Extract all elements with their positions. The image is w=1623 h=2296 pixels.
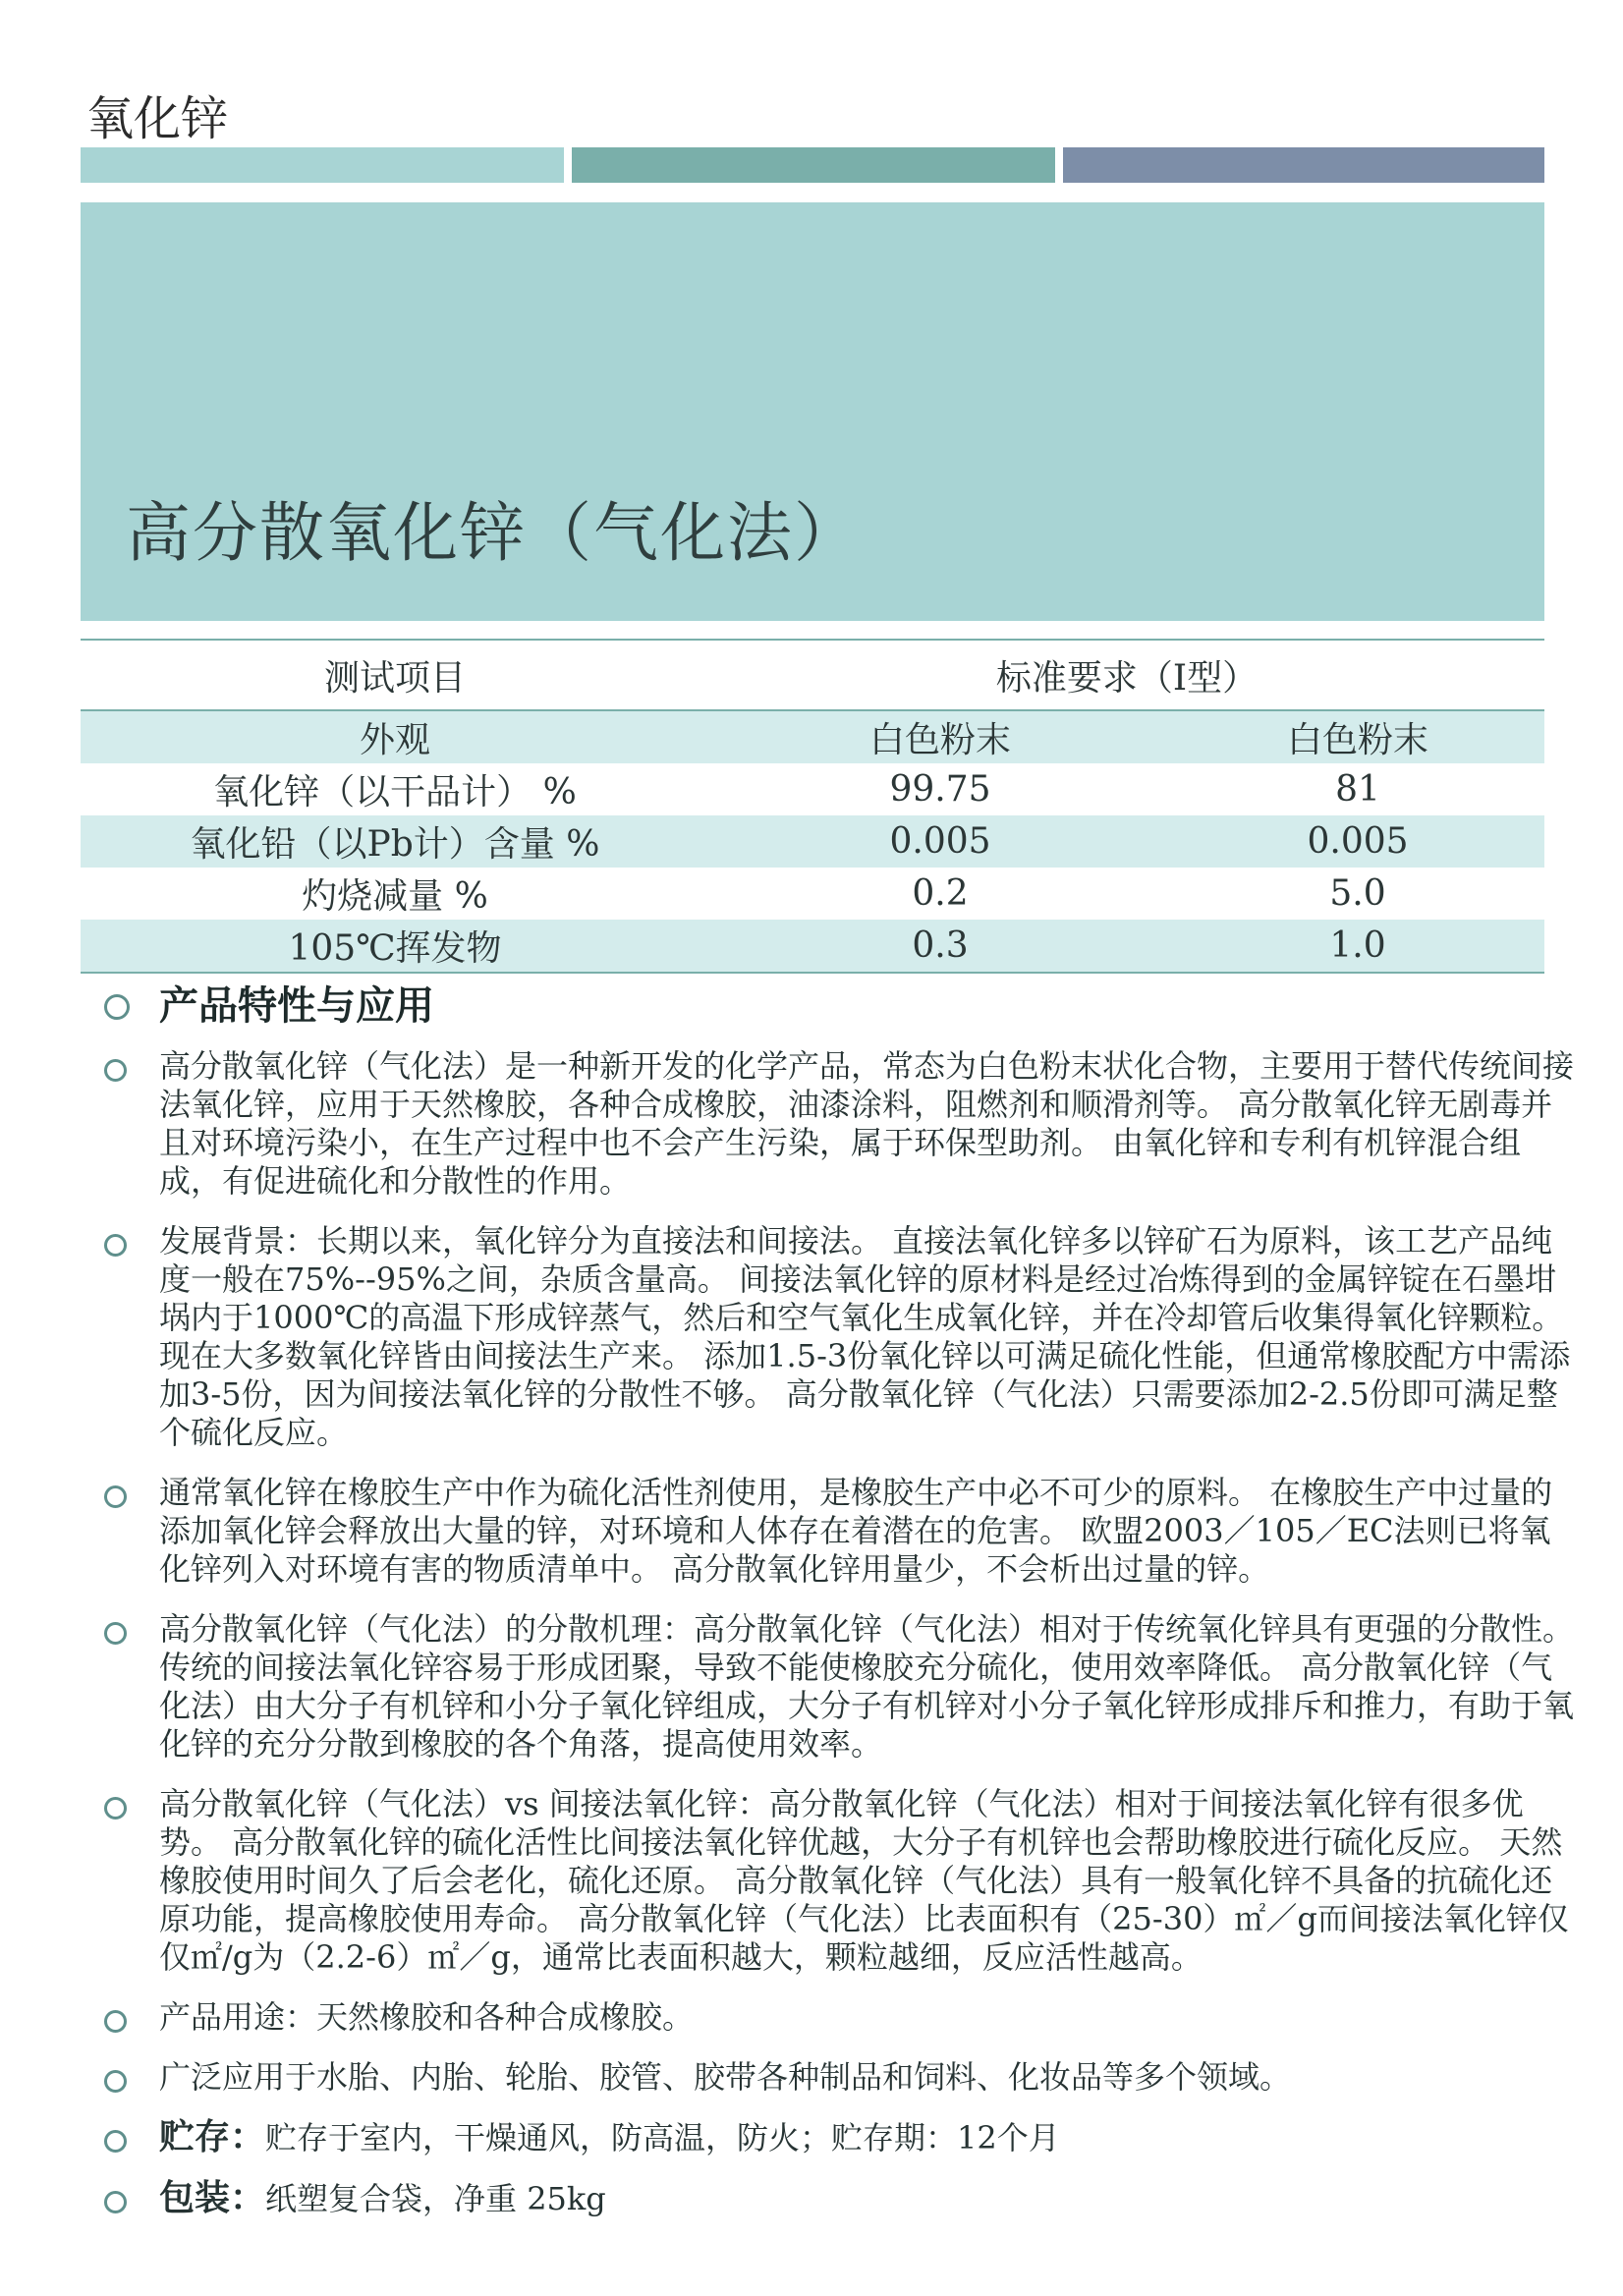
table-cell: 氧化锌（以干品计） % [213,772,577,812]
table-row [81,711,1544,763]
table-cell: 81 [1335,769,1380,810]
storage-item [104,2118,1578,2157]
list-item [104,1785,1578,1977]
page-title: 氧化锌 [86,91,229,146]
paragraph-text: 通常氧化锌在橡胶生产中作为硫化活性剂使用，是橡胶生产中必不可少的原料。 在橡胶生产中过量的添加氧化锌会释放出大量的锌，对环境和人体存在着潜在的危害。 欧盟2003／105／EC法则已将氧化锌列入对环境有害的物质清单中。 高分散氧化锌用量少，不会析出过量的锌。 [159,1474,1553,1588]
table-row [81,815,1544,868]
packaging-label: 包装： [159,2177,266,2218]
circle-bullet-icon [104,2130,127,2153]
paragraph-text: 广泛应用于水胎、内胎、轮胎、胶管、胶带各种制品和饲料、化妆品等多个领域。 [159,2058,1292,2096]
circle-bullet-icon [104,2070,127,2093]
hero-banner [81,202,1544,621]
circle-bullet-icon [104,1485,127,1508]
table-cell: 灼烧减量 % [302,876,488,917]
spec-table [81,639,1544,974]
table-cell: 白色粉末 [1286,720,1428,760]
table-row [81,868,1544,920]
table-header-cell: 测试项目 [323,657,466,699]
table-cell: 5.0 [1329,873,1386,914]
header-bar-2 [572,147,1055,183]
table-row [81,763,1544,815]
hero-title: 高分散氧化锌（气化法） [126,495,861,571]
list-item [104,1998,1578,2037]
content-list [104,977,1578,2240]
list-item [104,1474,1578,1589]
paragraph-text: 发展背景：长期以来，氧化锌分为直接法和间接法。 直接法氧化锌多以锌矿石为原料，该工艺产品纯度一般在75%--95%之间，杂质含量高。 间接法氧化锌的原材料是经过冶炼得到的金属锌锭在石墨坩埚内于1000℃的高温下形成锌蒸气，然后和空气氧化生成氧化锌，并在冷却管后收集得氧化锌颗粒。 现在大多数氧化锌皆由间接法生产来。 添加1.5-3份氧化锌以可满足硫化性能，但通常橡胶配方中需添加3-5份，因为间接法氧化锌的分散性不够。 高分散氧化锌（气化法）只需要添加2-2.5份即可满足整个硫化反应。 [159,1222,1571,1451]
table-header-cell: 标准要求（I型） [995,657,1259,699]
circle-bullet-icon [104,2191,127,2213]
table-cell: 外观 [359,720,430,760]
table-cell: 氧化铅（以Pb计）含量 % [190,824,600,865]
circle-bullet-icon [104,1234,127,1257]
storage-text: 贮存于室内，干燥通风，防高温，防火；贮存期：12个月 [265,2119,1060,2156]
table-cell: 白色粉末 [868,720,1011,760]
packaging-text: 纸塑复合袋，净重 25kg [265,2180,606,2217]
storage-label: 贮存： [159,2116,266,2157]
circle-bullet-icon [104,994,130,1020]
table-cell: 0.2 [912,873,969,914]
list-item [104,2058,1578,2097]
paragraph-text: 高分散氧化锌（气化法）的分散机理：高分散氧化锌（气化法）相对于传统氧化锌具有更强的分散性。 传统的间接法氧化锌容易于形成团聚，导致不能使橡胶充分硫化，使用效率降低。 高分散氧化锌（气化法）由大分子有机锌和小分子氧化锌组成，大分子有机锌对小分子氧化锌形成排斥和推力，有助于氧化锌的充分分散到橡胶的各个角落，提高使用效率。 [159,1610,1575,1763]
paragraph-text: 高分散氧化锌（气化法）vs 间接法氧化锌：高分散氧化锌（气化法）相对于间接法氧化锌有很多优势。 高分散氧化锌的硫化活性比间接法氧化锌优越，大分子有机锌也会帮助橡胶进行硫化反应。 天然橡胶使用时间久了后会老化，硫化还原。 高分散氧化锌（气化法）具有一般氧化锌不具备的抗硫化还原功能，提高橡胶使用寿命。 高分散氧化锌（气化法）比表面积有（25-30）㎡／g而间接法氧化锌仅仅㎡/g为（2.2-6）㎡／g，通常比表面积越大，颗粒越细，反应活性越高。 [159,1785,1569,1976]
section-heading [104,977,1578,1036]
list-item [104,1047,1578,1201]
list-item [104,1222,1578,1452]
circle-bullet-icon [104,1797,127,1820]
paragraph-text: 产品用途：天然橡胶和各种合成橡胶。 [159,1998,695,2036]
packaging-item [104,2179,1578,2218]
circle-bullet-icon [104,2010,127,2033]
table-header-row [81,641,1544,711]
table-cell: 105℃挥发物 [288,928,502,969]
circle-bullet-icon [104,1059,127,1082]
table-cell: 0.005 [889,821,991,862]
table-cell: 0.005 [1307,821,1409,862]
paragraph-text: 高分散氧化锌（气化法）是一种新开发的化学产品，常态为白色粉末状化合物，主要用于替代传统间接法氧化锌，应用于天然橡胶，各种合成橡胶，油漆涂料，阻燃剂和顺滑剂等。 高分散氧化锌无剧毒并且对环境污染小，在生产过程中也不会产生污染，属于环保型助剂。 由氧化锌和专利有机锌混合组成，有促进硫化和分散性的作用。 [159,1047,1575,1200]
header-bar-3 [1063,147,1544,183]
table-cell: 99.75 [889,769,991,810]
table-cell: 1.0 [1329,925,1386,966]
header-bar-1 [81,147,564,183]
table-cell: 0.3 [912,925,969,966]
section-heading-text: 产品特性与应用 [159,982,434,1029]
circle-bullet-icon [104,1622,127,1645]
list-item [104,1610,1578,1764]
table-row [81,920,1544,972]
